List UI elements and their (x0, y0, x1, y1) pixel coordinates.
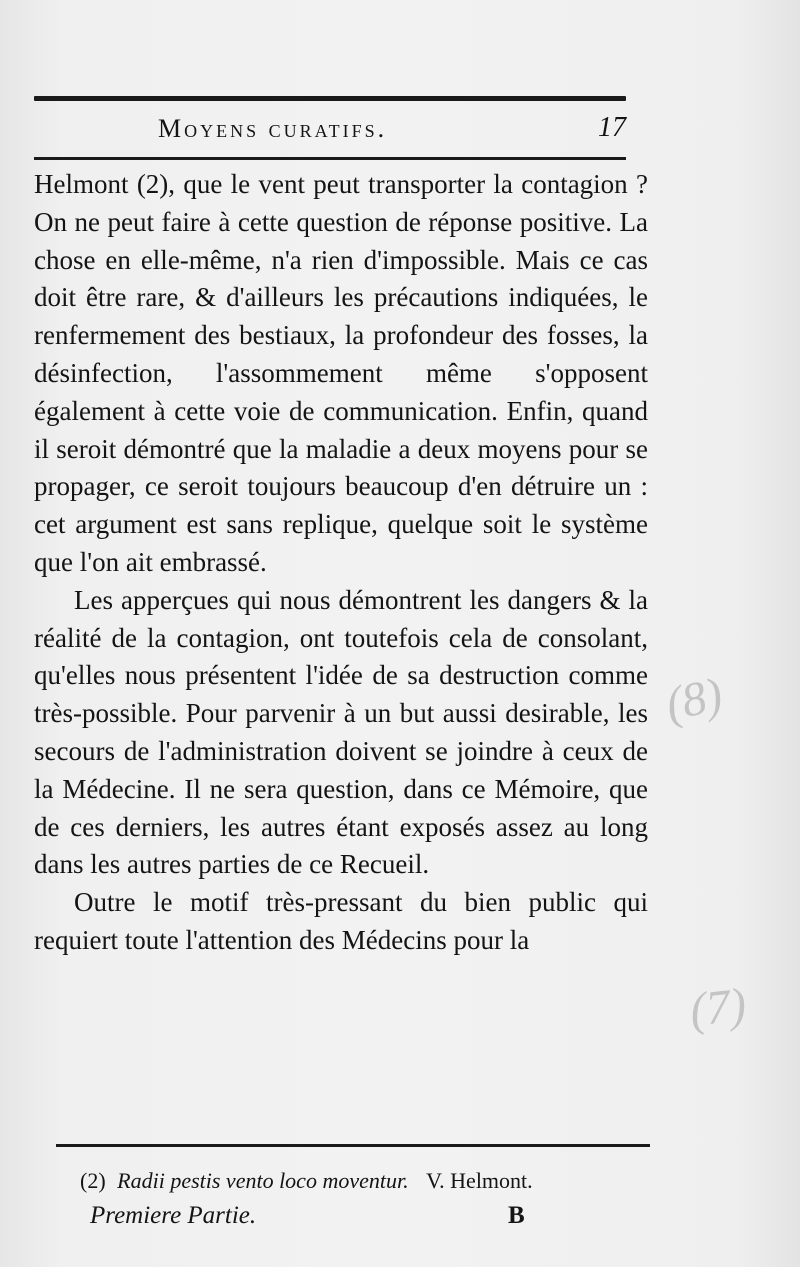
footnote-reference: V. Helmont. (426, 1168, 533, 1193)
paragraph: Outre le motif très-pressant du bien public qui requiert toute l'attention des Médecins pour la (34, 887, 648, 955)
header-rule (34, 96, 626, 101)
paragraph: Les apperçues qui nous démontrent les dangers & la réalité de la contagion, ont toutefois cela de consolant, qu'elles nous présentent l'idée de sa destruction comme très-possible. Pour parvenir à un but aussi desirable, les secours de l'administration doivent se joindre à ceux de la Médecine. Il ne sera question, dans ce Mémoire, que de ces derniers, les autres étant exposés assez au long dans les autres parties de ce Recueil. (34, 584, 648, 880)
signature-label: Premiere Partie. (90, 1202, 257, 1229)
footnote-latin-text: Radii pestis vento loco moventur. (117, 1168, 409, 1193)
footnote-marker: (2) (80, 1168, 106, 1193)
running-head (34, 110, 626, 150)
body-text (34, 166, 648, 960)
page-number: 17 (598, 112, 626, 143)
paragraph: Helmont (2), que le vent peut transporter la contagion ? On ne peut faire à cette question de réponse positive. La chose en elle-même, n'a rien d'impossible. Mais ce cas doit être rare, & d'ailleurs les précautions indiquées, le renfermement des bestiaux, la profondeur des fosses, la désinfection, l'assommement même s'opposent également à cette voie de communication. Enfin, quand il seroit démontré que la maladie a deux moyens pour se propager, ce seroit toujours beaucoup d'en détruire un : cet argument est sans replique, quelque soit le système que l'on ait embrassé. (34, 169, 648, 577)
footnote-rule (56, 1144, 650, 1147)
signature-mark: B (508, 1202, 525, 1229)
signature-line (90, 1202, 650, 1236)
margin-annotation: (7) (687, 978, 749, 1037)
header-underline-rule (34, 157, 626, 160)
margin-annotation: (8) (661, 667, 727, 732)
running-head-title: Moyens curatifs. (158, 114, 388, 143)
footnote (80, 1168, 640, 1194)
